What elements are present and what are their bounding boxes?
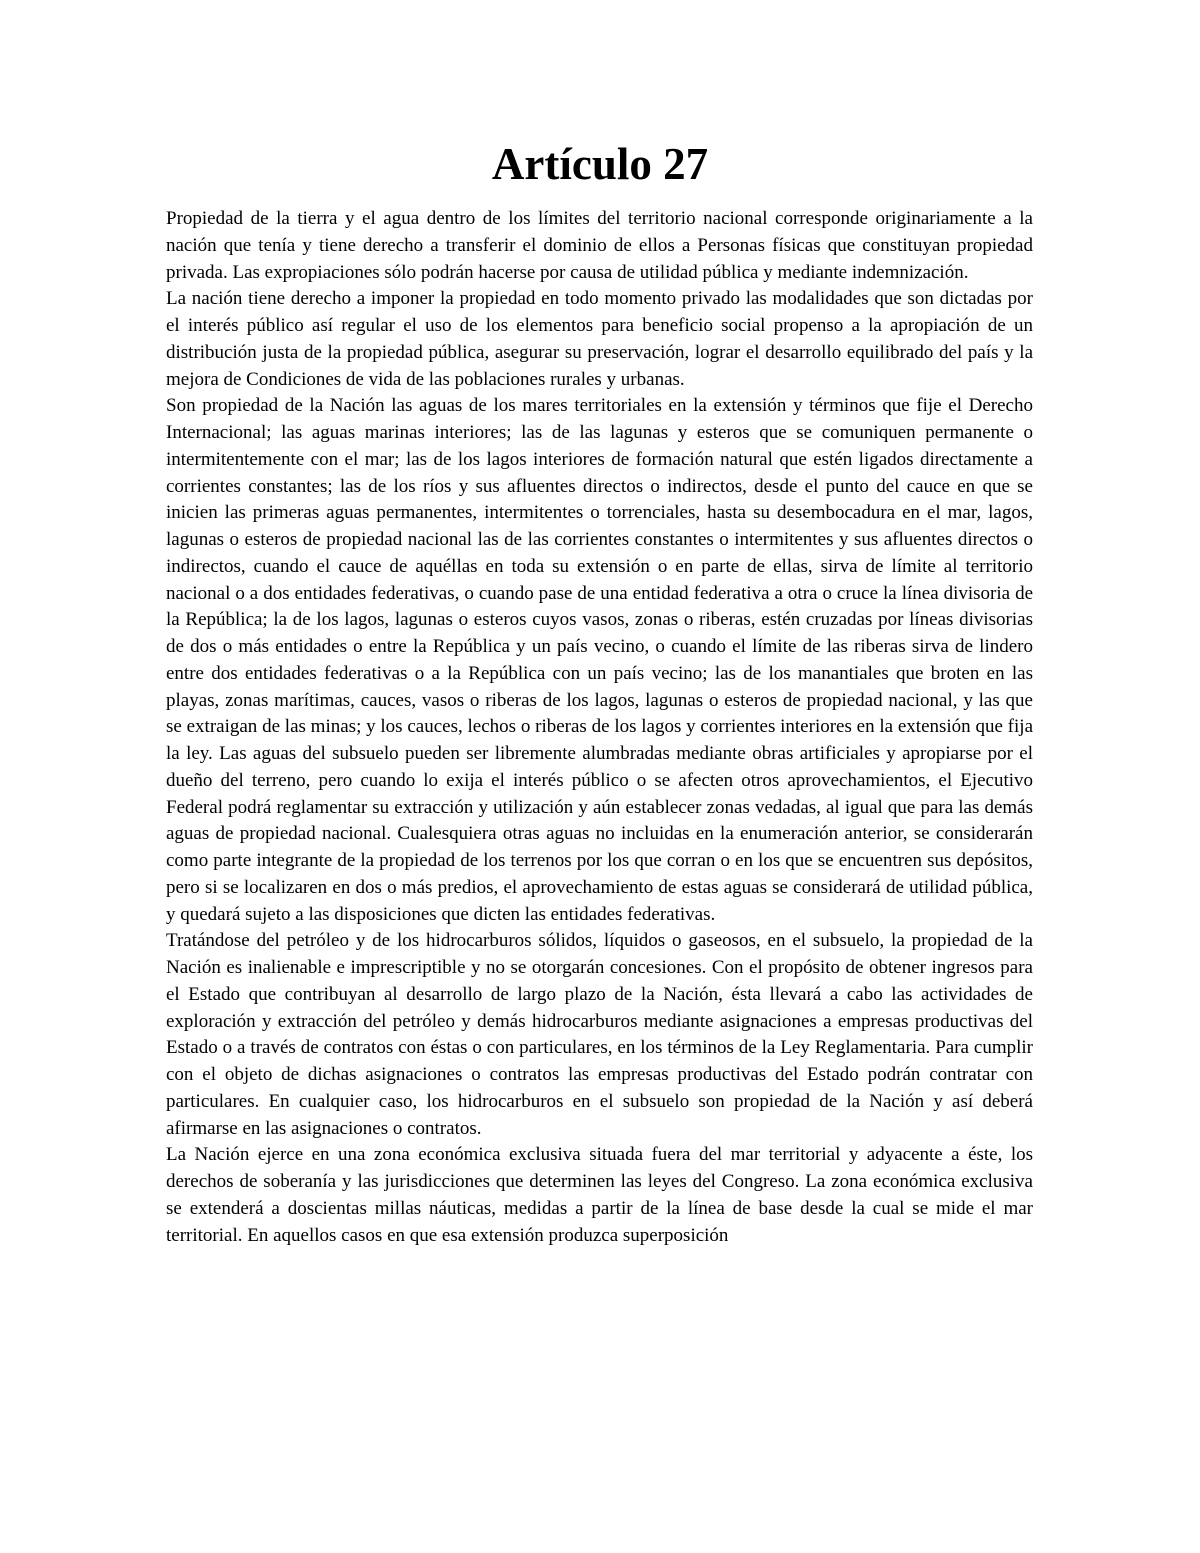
page-title: Artículo 27 <box>491 139 709 189</box>
paragraph-1: Propiedad de la tierra y el agua dentro de los límites del territorio nacional corresponde originariamente a la nación que tenía y tiene derecho a transferir el dominio de ellos a Personas físicas que constituyan propiedad privada. Las expropiaciones sólo podrán hacerse por causa de utilidad pública y mediante indemnización. <box>166 208 1033 283</box>
paragraph-2: La nación tiene derecho a imponer la propiedad en todo momento privado las modalidades que son dictadas por el interés público así regular el uso de los elementos para beneficio social propenso a la apropiación de un distribución justa de la propiedad pública, asegurar su preservación, lograr el desarrollo equilibrado del país y la mejora de Condiciones de vida de las poblaciones rurales y urbanas. <box>166 288 1033 390</box>
paragraph-4: Tratándose del petróleo y de los hidrocarburos sólidos, líquidos o gaseosos, en el subsuelo, la propiedad de la Nación es inalienable e imprescriptible y no se otorgarán concesiones. Con el propósito de obtener ingresos para el Estado que contribuyan al desarrollo de largo plazo de la Nación, ésta llevará a cabo las actividades de exploración y extracción del petróleo y demás hidrocarburos mediante asignaciones a empresas productivas del Estado o a través de contratos con éstas o con particulares, en los términos de la Ley Reglamentaria. Para cumplir con el objeto de dichas asignaciones o contratos las empresas productivas del Estado podrán contratar con particulares. En cualquier caso, los hidrocarburos en el subsuelo son propiedad de la Nación y así deberá afirmarse en las asignaciones o contratos. <box>166 930 1033 1139</box>
document-body <box>166 206 1033 1249</box>
paragraph-5: La Nación ejerce en una zona económica exclusiva situada fuera del mar territorial y adyacente a éste, los derechos de soberanía y las jurisdicciones que determinen las leyes del Congreso. La zona económica exclusiva se extenderá a doscientas millas náuticas, medidas a partir de la línea de base desde la cual se mide el mar territorial. En aquellos casos en que esa extensión produzca superposición <box>166 1144 1033 1246</box>
paragraph-3: Son propiedad de la Nación las aguas de los mares territoriales en la extensión y términos que fije el Derecho Internacional; las aguas marinas interiores; las de las lagunas y esteros que se comuniquen permanente o intermitentemente con el mar; las de los lagos interiores de formación natural que estén ligados directamente a corrientes constantes; las de los ríos y sus afluentes directos o indirectos, desde el punto del cauce en que se inicien las primeras aguas permanentes, intermitentes o torrenciales, hasta su desembocadura en el mar, lagos, lagunas o esteros de propiedad nacional las de las corrientes constantes o intermitentes y sus afluentes directos o indirectos, cuando el cauce de aquéllas en toda su extensión o en parte de ellas, sirva de límite al territorio nacional o a dos entidades federativas, o cuando pase de una entidad federativa a otra o cruce la línea divisoria de la República; la de los lagos, lagunas o esteros cuyos vasos, zonas o riberas, estén cruzadas por líneas divisorias de dos o más entidades o entre la República y un país vecino, o cuando el límite de las riberas sirva de lindero entre dos entidades federativas o a la República con un país vecino; las de los manantiales que broten en las playas, zonas marítimas, cauces, vasos o riberas de los lagos, lagunas o esteros de propiedad nacional, y las que se extraigan de las minas; y los cauces, lechos o riberas de los lagos y corrientes interiores en la extensión que fija la ley. Las aguas del subsuelo pueden ser libremente alumbradas mediante obras artificiales y apropiarse por el dueño del terreno, pero cuando lo exija el interés público o se afecten otros aprovechamientos, el Ejecutivo Federal podrá reglamentar su extracción y utilización y aún establecer zonas vedadas, al igual que para las demás aguas de propiedad nacional. Cualesquiera otras aguas no incluidas en la enumeración anterior, se considerarán como parte integrante de la propiedad de los terrenos por los que corran o en los que se encuentren sus depósitos, pero si se localizaren en dos o más predios, el aprovechamiento de estas aguas se considerará de utilidad pública, y quedará sujeto a las disposiciones que dicten las entidades federativas. <box>166 395 1033 925</box>
